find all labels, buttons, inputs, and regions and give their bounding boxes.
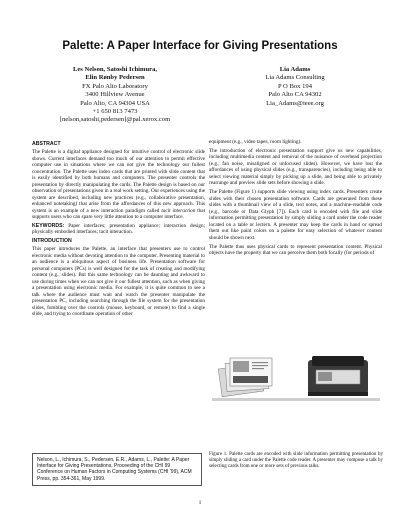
author-affiliation-right: Lia Adams Consulting xyxy=(265,74,325,82)
author-address-right-1: P O Box 194 xyxy=(277,82,312,90)
abstract-heading: ABSTRACT xyxy=(32,141,61,147)
card-barcode xyxy=(233,376,268,383)
figure-1-image xyxy=(212,346,380,406)
left-column xyxy=(32,139,205,320)
introduction-paragraph: This paper introduces the Palette, an interface that presenters use to control electronic media without devoting attention to the computer. Presenting material to an audience is a ubiquitous aspect of business life. Presentation software for personal computers (PCs) is well designed for the task of creating and modifying content (e.g., slides). But this same technology can be daunting and awkward to use during times when we can not give it our fullest attention, such as when giving a presentation using electronic media. For example, it is quite common to see a talk where the audience must wait and watch the presenter manipulate the presentation PC, including searching through the file system for the presentation slides, fumbling over the controls (mouse, keyboard, or remote) to find a single slide, and trying to coordinate operation of other xyxy=(32,246,205,318)
right-paragraph-0: equipment (e.g., video tapes, room lighting). xyxy=(209,139,302,145)
abstract-text-end: that supports users who can spare very little attention to a computer interface. xyxy=(32,207,206,220)
card-notes-line xyxy=(252,365,268,366)
abstract-italic-term: tacit interaction xyxy=(161,207,196,214)
paper-title: Palette: A Paper Interface for Giving Presentations xyxy=(62,40,338,52)
keywords-label: KEYWORDS: xyxy=(32,222,65,229)
abstract-paragraph xyxy=(32,149,205,221)
author-email: [nelson,satoshi,pedersen]@pal.xerox.com xyxy=(59,116,171,124)
author-email-right: Lia_Adams@ieee.org xyxy=(266,99,324,107)
author-name-right: Lia Adams xyxy=(279,66,311,73)
author-names-line1: Les Nelson, Satoshi Ichimura, xyxy=(72,66,158,73)
citation-box: Nelson, L., Ichimura, S., Pedersen, E.R., Adams, L., Palette: A Paper Interface for Giving Presentations, Proceeding of the CHI 99 Conference on Human Factors in Computing Systems (CHI '99), ACM Press, pp. 354-361, May 1999. xyxy=(32,453,202,486)
card-notes-line xyxy=(252,368,264,369)
index-cards-stack xyxy=(218,358,272,397)
code-reader-device xyxy=(308,356,368,396)
right-paragraph-1: The introduction of electronic presentation support give us new capabilities, including multimedia content and removal of the nuisance of overhead projection (e.g., fan noise, misaligned or unfocused slides). However, we have lost the affordances of using physical slides (e.g., transparencies), including being able to select viewing material simply by picking up a slide, and being able to privately rearrange and preview slide sets before showing a slide. xyxy=(209,147,382,187)
reader-base xyxy=(308,392,368,396)
author-affiliation: FX Palo Alto Laboratory xyxy=(82,82,148,90)
author-address-right-2: Palo Alto CA 94302 xyxy=(268,91,322,99)
card-thumbnail xyxy=(233,361,249,372)
author-block-left xyxy=(30,66,200,125)
author-address-2: Palo Alto, CA 94304 USA xyxy=(80,99,150,107)
figure-caption: Figure 1. Palette cards are encoded with slide information permitting presentation by simply sliding a card under the Palette code reader. A presenter may compose a talk by selecting cards from one or more sets of previous talks. xyxy=(209,452,383,470)
card-in-reader-thumbnail xyxy=(318,372,332,381)
author-phone: +1 650 813 7473 xyxy=(92,108,138,116)
right-column xyxy=(209,139,382,259)
author-block-right xyxy=(220,66,370,125)
author-section xyxy=(30,66,370,125)
abstract-text: The Palette is a digital appliance designed for intuitive control of electronic slide shows. Current interfaces demand too much of our attention to permit effective computer use in situations where we can not give the technology our fullest concentration. The Palette uses index cards that are printed with slide content that is easily identified by both humans and computers. The presenter controls the presentation by directly manipulating the cards. The Palette design is based on our observation of presentations given in a real work setting. Our experiences using the system are described, including new practices (e.g., collaborative presentation, enhanced notetaking) that arise from the affordances of this new approach. This system is an example of a new interaction paradigm called xyxy=(32,149,206,214)
right-paragraph-3: The Palette thus uses physical cards to represent presentation content. Physical objects have the property that we can perceive them both focally (for periods of xyxy=(209,243,382,257)
author-address-1: 3400 Hillview Avenue xyxy=(85,91,145,99)
reader-top xyxy=(312,356,364,366)
table-surface xyxy=(212,398,380,401)
keywords-text: Paper interfaces; presentation appliance; interaction design; physically embodied interfaces; tacit interaction. xyxy=(32,222,206,236)
keywords-paragraph xyxy=(32,223,205,236)
card-notes-line xyxy=(252,362,268,363)
author-names-line2: Elin Rønby Pedersen xyxy=(85,74,145,82)
page-number: 1 xyxy=(198,500,202,506)
right-paragraph-2: The Palette (Figure 1) supports slide viewing using index cards. Presenters create slides with their chosen presentation software. Cards are generated from these slides with a thumbnail view of a slide, text notes, and a machine-readable code (e.g., barcode or Data Glyph [7]). Each card is encoded with file and slide information permitting presentation by simply sliding a card under the code reader located on a table or lectern. A presenter may keep the cards in hand or spread them out like paint colors on a palette for easy selection of whatever content should be shown next. xyxy=(209,189,382,241)
introduction-heading: INTRODUCTION xyxy=(32,238,72,245)
